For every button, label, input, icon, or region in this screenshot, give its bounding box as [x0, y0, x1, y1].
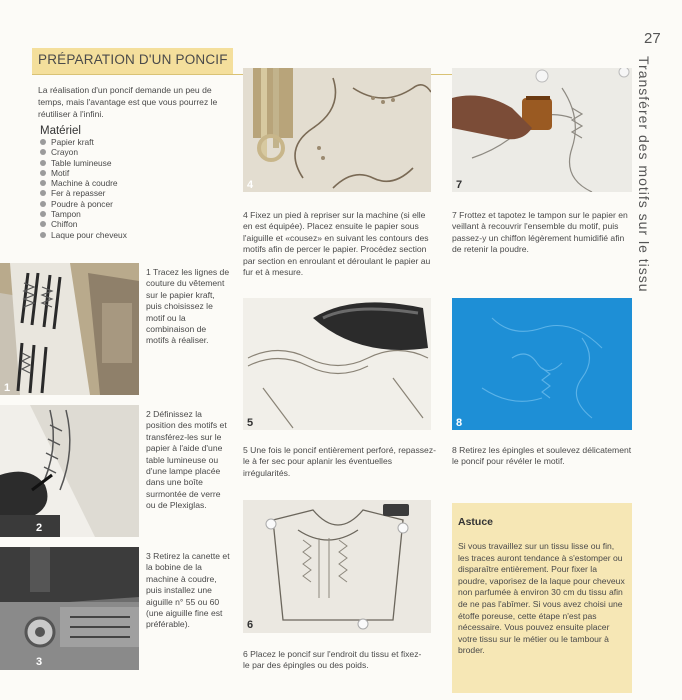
caption-step-1: 1 Tracez les lignes de couture du vêtement sur le papier kraft, puis choisissez le motif ou la combinaison de motifs à réaliser. [146, 267, 230, 346]
photo-number: 2 [36, 522, 43, 534]
photo-number: 1 [4, 382, 11, 394]
caption-step-5: 5 Une fois le poncif entièrement perforé, repassez-le à fer sec pour aplanir les éventuelles irrégularités. [243, 445, 436, 478]
photo-number: 4 [247, 179, 254, 191]
caption-step-8: 8 Retirez les épingles et soulevez délicatement le poncif pour révéler le motif. [452, 445, 632, 467]
photo-step-3 [0, 547, 139, 670]
materials-list [40, 137, 127, 240]
photo-step-5 [243, 298, 431, 430]
list-item: Table lumineuse [40, 158, 127, 168]
list-item: Papier kraft [40, 137, 127, 147]
photo-number: 6 [247, 619, 254, 631]
bullet-icon [40, 232, 46, 238]
photo-number: 3 [36, 656, 43, 668]
list-item: Poudre à poncer [40, 199, 127, 209]
page-title: PRÉPARATION D'UN PONCIF [38, 52, 228, 67]
list-item: Crayon [40, 147, 127, 157]
photo-step-2 [0, 405, 139, 537]
running-title-text: Transférer des motifs sur le tissu [636, 56, 652, 293]
list-item: Motif [40, 168, 127, 178]
photo-number: 8 [456, 417, 463, 429]
bullet-icon [40, 201, 46, 207]
bullet-icon [40, 139, 46, 145]
bullet-icon [40, 190, 46, 196]
caption-step-2: 2 Définissez la position des motifs et transférez-les sur le papier à l'aide d'une table lumineuse ou d'une lampe placée dans une boîte surmontée de verre ou de Plexiglas. [146, 409, 227, 511]
tip-text: Si vous travaillez sur un tissu lisse ou fin, les traces auront tendance à s'estomper ou disparaître entièrement. Pour fixer la poudre, vaporisez de la laque pour cheveux non parfumée à environ 30 cm du tissu afin de ne pas l'abîmer. Si vous avez choisi une étoffe poreuse, cette étape n'est pas nécessaire. Vous pouvez ensuite placer votre tissu sur le métier ou le tambour à broder. [458, 541, 625, 656]
photo-number: 5 [247, 417, 254, 429]
list-item: Fer à repasser [40, 188, 127, 198]
bullet-icon [40, 170, 46, 176]
photo-step-1 [0, 263, 139, 395]
bullet-icon [40, 180, 46, 186]
list-item: Tampon [40, 209, 127, 219]
caption-step-3: 3 Retirez la canette et la bobine de la machine à coudre, puis installez une aiguille n° 55 ou 60 (une aiguille fine est préférable). [146, 551, 230, 630]
photo-step-8 [452, 298, 632, 430]
list-item: Chiffon [40, 219, 127, 229]
list-item: Machine à coudre [40, 178, 127, 188]
tip-title: Astuce [458, 516, 494, 528]
bullet-icon [40, 211, 46, 217]
bullet-icon [40, 160, 46, 166]
materials-title: Matériel [40, 125, 81, 137]
intro-paragraph: La réalisation d'un poncif demande un peu de temps, mais l'avantage est que vous pourrez le réutiliser à l'infini. [38, 85, 218, 119]
photo-step-6 [243, 500, 431, 633]
photo-step-7 [452, 68, 632, 192]
running-title [636, 56, 666, 296]
list-item: Laque pour cheveux [40, 230, 127, 240]
photo-number: 7 [456, 179, 463, 191]
kraft-paper-illustration [0, 263, 139, 395]
bullet-icon [40, 149, 46, 155]
page-number: 27 [644, 30, 661, 47]
caption-step-6: 6 Placez le poncif sur l'endroit du tissu et fixez-le par des épingles ou des poids. [243, 649, 422, 671]
bullet-icon [40, 221, 46, 227]
caption-step-7: 7 Frottez et tapotez le tampon sur le papier en veillant à recouvrir l'ensemble du motif, puis passez-y un chiffon légèrement humidifié afin de retenir la poudre. [452, 210, 628, 255]
caption-step-4: 4 Fixez un pied à repriser sur la machine (si elle en est équipée). Placez ensuite le papier sous l'aiguille et «cousez» en suivant les contours des motifs afin de percer le papier. Procédez section par section en enroulant et déroulant le papier au fur et à mesure. [243, 210, 431, 278]
photo-step-4 [243, 68, 431, 192]
